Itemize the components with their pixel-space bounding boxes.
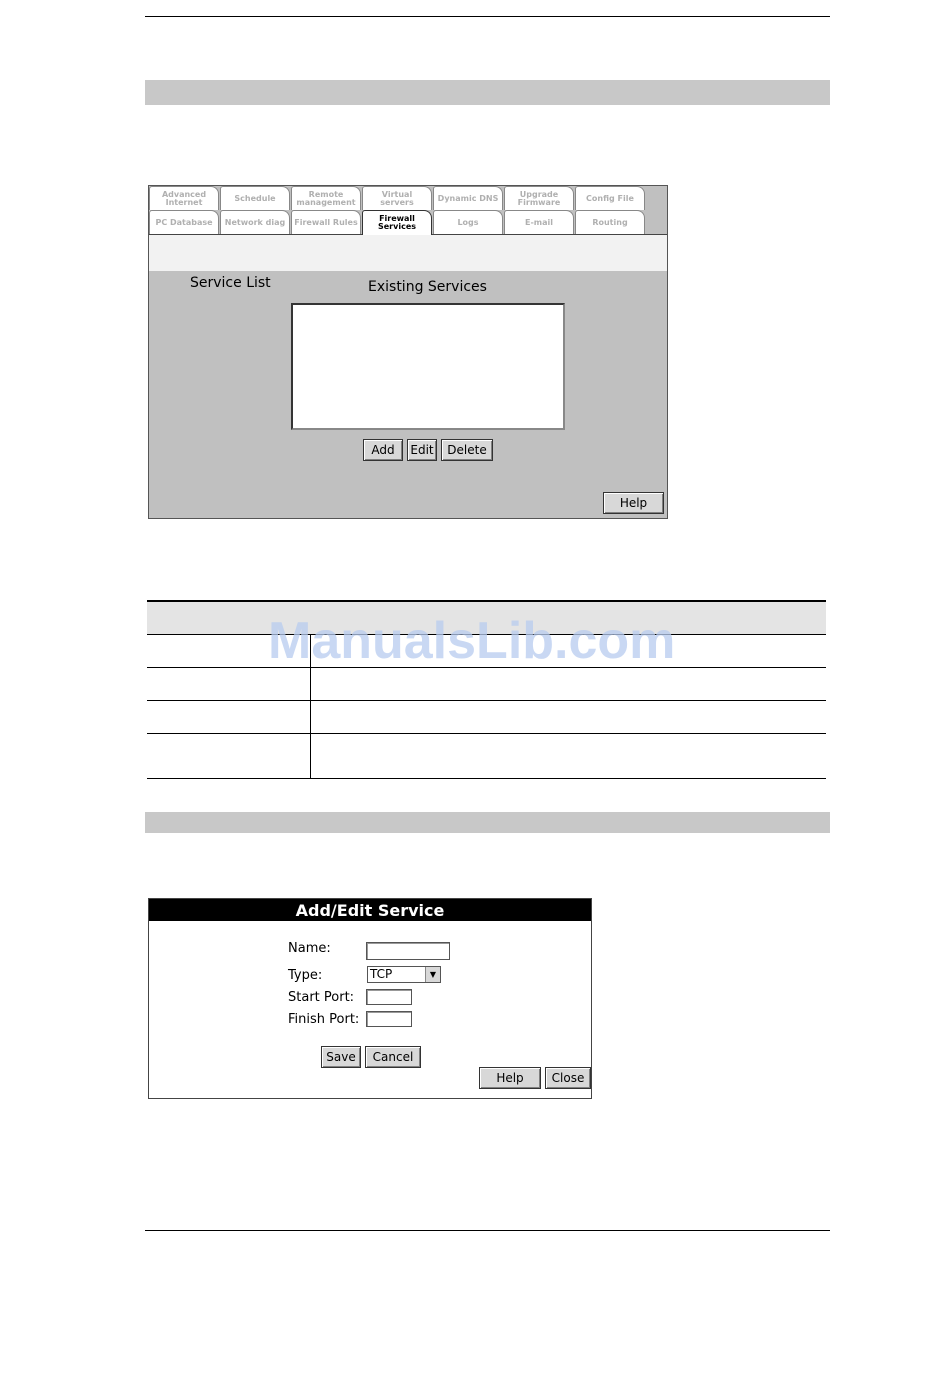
- type-select[interactable]: [367, 966, 441, 983]
- add-edit-service-dialog: [148, 898, 592, 1099]
- top-rule: [145, 16, 830, 17]
- cancel-button[interactable]: Cancel: [365, 1046, 421, 1068]
- edit-button[interactable]: Edit: [407, 439, 437, 461]
- type-select-value: TCP: [370, 967, 393, 981]
- tab-routing[interactable]: Routing: [575, 210, 645, 234]
- tab-upgrade-firmware[interactable]: Upgrade Firmware: [504, 186, 574, 210]
- tab-firewall-services[interactable]: Firewall Services: [362, 210, 432, 235]
- tab-logs[interactable]: Logs: [433, 210, 503, 234]
- start-port-label: Start Port:: [288, 990, 355, 1005]
- help-button[interactable]: Help: [603, 492, 664, 514]
- finish-port-label: Finish Port:: [288, 1012, 360, 1027]
- tab-config-file[interactable]: Config File: [575, 186, 645, 210]
- dialog-title: Add/Edit Service: [149, 899, 591, 921]
- service-list-heading: Service List: [190, 275, 271, 291]
- existing-services-listbox[interactable]: [291, 303, 565, 430]
- tab-advanced-internet[interactable]: Advanced Internet: [149, 186, 219, 210]
- bottom-rule: [145, 1230, 830, 1231]
- tab-email[interactable]: E-mail: [504, 210, 574, 234]
- tab-row-2: [149, 210, 649, 234]
- manualslib-watermark: ManualsLib.com: [268, 612, 676, 670]
- table-row-divider: [147, 733, 826, 734]
- tab-virtual-servers[interactable]: Virtual servers: [362, 186, 432, 210]
- chevron-down-icon[interactable]: ▼: [425, 967, 440, 982]
- tab-row-1: [149, 186, 649, 210]
- type-label: Type:: [288, 968, 323, 983]
- table-bottom-rule: [147, 778, 826, 779]
- section-heading-band-1: [145, 80, 830, 105]
- section-heading-band-2: [145, 812, 830, 833]
- existing-services-heading: Existing Services: [368, 279, 487, 295]
- tab-pc-database[interactable]: PC Database: [149, 210, 219, 234]
- save-button[interactable]: Save: [321, 1046, 361, 1068]
- tab-network-diag[interactable]: Network diag: [220, 210, 290, 234]
- dialog-help-button[interactable]: Help: [479, 1067, 541, 1089]
- tab-schedule[interactable]: Schedule: [220, 186, 290, 210]
- tab-dynamic-dns[interactable]: Dynamic DNS: [433, 186, 503, 210]
- delete-button[interactable]: Delete: [441, 439, 493, 461]
- header-strip: [149, 235, 667, 271]
- add-button[interactable]: Add: [363, 439, 403, 461]
- start-port-input[interactable]: [366, 989, 412, 1005]
- table-top-rule: [147, 600, 826, 602]
- finish-port-input[interactable]: [366, 1011, 412, 1027]
- name-input[interactable]: [366, 942, 450, 960]
- table-row-divider: [147, 700, 826, 701]
- close-button[interactable]: Close: [545, 1067, 591, 1089]
- name-label: Name:: [288, 941, 331, 956]
- tab-remote-management[interactable]: Remote management: [291, 186, 361, 210]
- tab-firewall-rules[interactable]: Firewall Rules: [291, 210, 361, 234]
- firewall-services-screen: [148, 185, 668, 519]
